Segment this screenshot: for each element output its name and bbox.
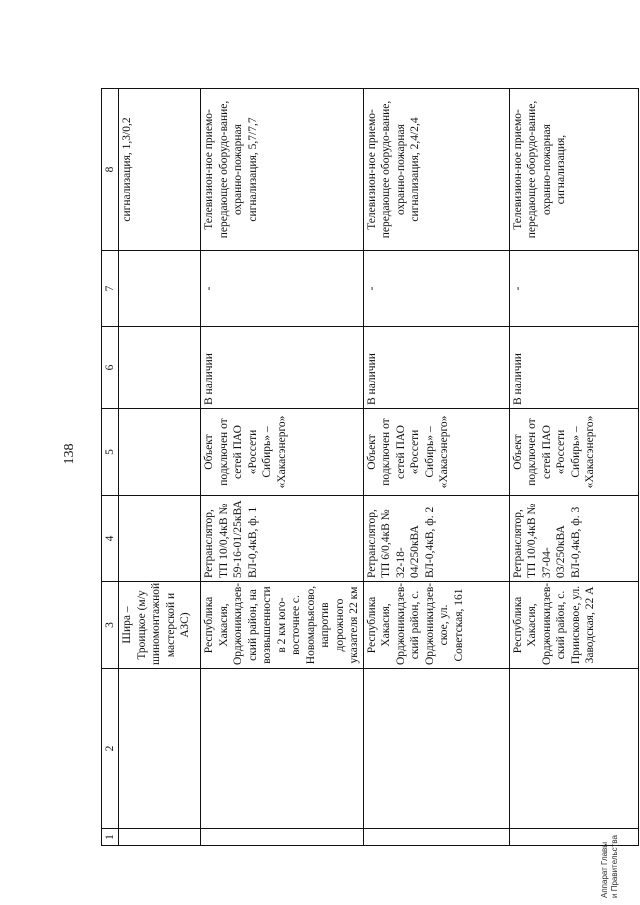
- table-cell: Объект подключен от сетей ПАО «Россети Сибирь» – «Хакасэнерго»: [200, 409, 363, 496]
- table-cell: [118, 669, 200, 829]
- table-cell: [118, 829, 200, 846]
- table-row: [509, 89, 638, 846]
- table-cell: -: [509, 251, 638, 327]
- table-cell: Ретранслятор, ТП 6/0,4кВ № 32-18-04/250кВА ВЛ-0,4кВ, ф. 2: [363, 496, 509, 582]
- table-cell: В наличии: [200, 327, 363, 409]
- table-cell: [363, 829, 509, 846]
- table-row: [363, 89, 509, 846]
- stamp-line: Аппарат Главы: [600, 841, 609, 898]
- table-cell: Телевизион-ное приемо-передающее оборудо-вание, охранно-пожарная сигнализация, 5,7/7,7: [200, 89, 363, 251]
- table-cell: Объект подключен от сетей ПАО «Россети Сибирь» – «Хакасэнерго»: [509, 409, 638, 496]
- registration-stamp: [600, 830, 619, 900]
- table-container: [101, 89, 622, 846]
- header-row: [101, 89, 118, 846]
- table-cell: [509, 669, 638, 829]
- header-cell: 2: [101, 669, 118, 829]
- table-cell: [200, 829, 363, 846]
- table-cell: [200, 669, 363, 829]
- table-cell: Телевизион-ное приемо-передающее оборудо-вание, охранно-пожарная сигнализация, 2,4/2,4: [363, 89, 509, 251]
- table-cell: Республика Хакасия, Орджоникидзев-ский район, с. Орджоникидзев-ское, ул. Советская, 161: [363, 582, 509, 669]
- table-cell: Ретранслятор, ТП 10/0,4кВ № 37-04-03/250кВА ВЛ-0,4кВ, ф. 3: [509, 496, 638, 582]
- table-row: [200, 89, 363, 846]
- header-cell: 6: [101, 327, 118, 409]
- table-cell: В наличии: [363, 327, 509, 409]
- stamp-line: и Правительства: [610, 835, 619, 898]
- header-cell: 5: [101, 409, 118, 496]
- page-number: 138: [62, 443, 77, 465]
- table-cell: Объект подключен от сетей ПАО «Россети Сибирь» – «Хакасэнерго»: [363, 409, 509, 496]
- table-cell: -: [200, 251, 363, 327]
- table-cell: Ретранслятор, ТП 10/0,4кВ № 59-16-01/25кВА ВЛ-0,4кВ, ф. 1: [200, 496, 363, 582]
- table-cell: Республика Хакасия, Орджоникидзев-ский район, с. Приисковое, ул. Заводская, 22 А: [509, 582, 638, 669]
- header-cell: 3: [101, 582, 118, 669]
- objects-table: [101, 88, 639, 846]
- table-cell: [118, 251, 200, 327]
- header-cell: 8: [101, 89, 118, 251]
- table-cell: Телевизион-ное приемо-передающее оборудо-вание, охранно-пожарная сигнализация,: [509, 89, 638, 251]
- table-cell: сигнализация, 1,3/0,2: [118, 89, 200, 251]
- header-cell: 1: [101, 829, 118, 846]
- table-cell: Шира – Троицкое (м/у шиномонтажной мастерской и АЗС): [118, 582, 200, 669]
- table-cell: Республика Хакасия, Орджоникидзев-ский район, на возвышенности в 2 км юго-восточнее с. Новомарьясово, напротив дорожного указателя 22 км: [200, 582, 363, 669]
- table-cell: -: [363, 251, 509, 327]
- stamp-text: [600, 835, 620, 898]
- table-cell: [118, 409, 200, 496]
- header-cell: 7: [101, 251, 118, 327]
- table-row: [118, 89, 200, 846]
- table-cell: [118, 327, 200, 409]
- table-cell: [118, 496, 200, 582]
- table-cell: В наличии: [509, 327, 638, 409]
- header-cell: 4: [101, 496, 118, 582]
- table-cell: [363, 669, 509, 829]
